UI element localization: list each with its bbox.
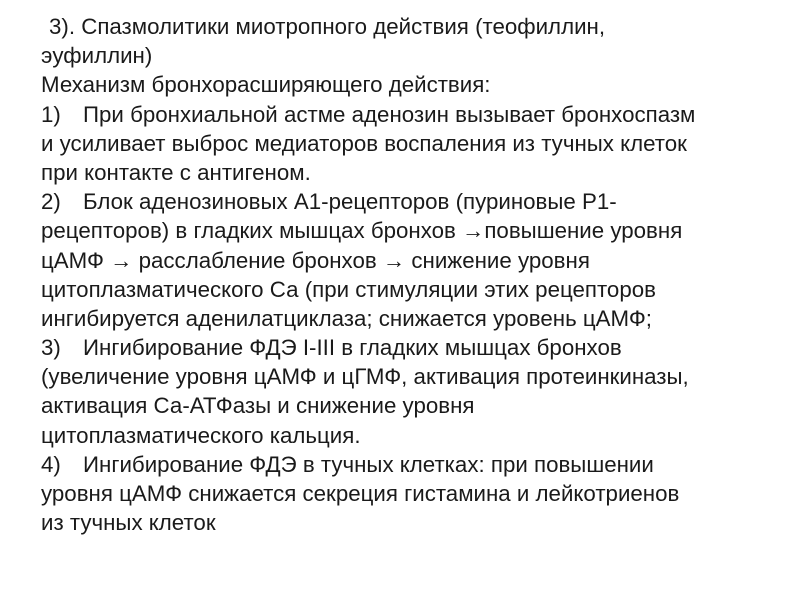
list-item-text: Ингибирование ФДЭ в тучных клетках: при повышении <box>83 451 654 477</box>
list-item-line <box>41 100 771 129</box>
list-item-number: 4) <box>41 451 61 477</box>
list-item-number: 1) <box>41 101 61 127</box>
list-item-line: при контакте с антигеном. <box>41 159 311 185</box>
list-item-line <box>41 333 771 362</box>
list-item-line: цАМФ → расслабление бронхов → снижение уровня <box>41 247 590 273</box>
list-item-line: цитоплазматического Са (при стимуляции этих рецепторов <box>41 276 656 302</box>
list-item-line: цитоплазматического кальция. <box>41 422 361 448</box>
title-line: 3). Спазмолитики миотропного действия (теофиллин, <box>49 14 606 39</box>
list-item-line: из тучных клеток <box>41 510 216 536</box>
list-item-line: уровня цАМФ снижается секреция гистамина и лейкотриенов <box>41 481 680 506</box>
list-item-number: 2) <box>41 189 61 215</box>
list-item-number: 3) <box>41 335 61 361</box>
list-item-line <box>41 187 771 216</box>
list-item-text: Блок аденозиновых А1-рецепторов (пуриновые Р1- <box>83 189 617 215</box>
list-item-line: рецепторов) в гладких мышцах бронхов →повышение уровня <box>41 218 683 244</box>
subtitle: Механизм бронхорасширяющего действия: <box>41 72 491 98</box>
list-item-text: При бронхиальной астме аденозин вызывает бронхоспазм <box>83 101 696 127</box>
list-item-line: и усиливает выброс медиаторов воспаления из тучных клеток <box>41 130 687 156</box>
title-line: эуфиллин) <box>41 43 153 69</box>
list-item-line: активация Са-АТФазы и снижение уровня <box>41 393 475 419</box>
slide-text-block <box>41 12 771 537</box>
list-item-line <box>41 450 771 479</box>
list-item-line: ингибируется аденилатциклаза; снижается уровень цАМФ; <box>41 305 652 331</box>
list-item-line: (увеличение уровня цАМФ и цГМФ, активация протеинкиназы, <box>41 364 689 390</box>
list-item-text: Ингибирование ФДЭ I-III в гладких мышцах бронхов <box>83 335 622 361</box>
